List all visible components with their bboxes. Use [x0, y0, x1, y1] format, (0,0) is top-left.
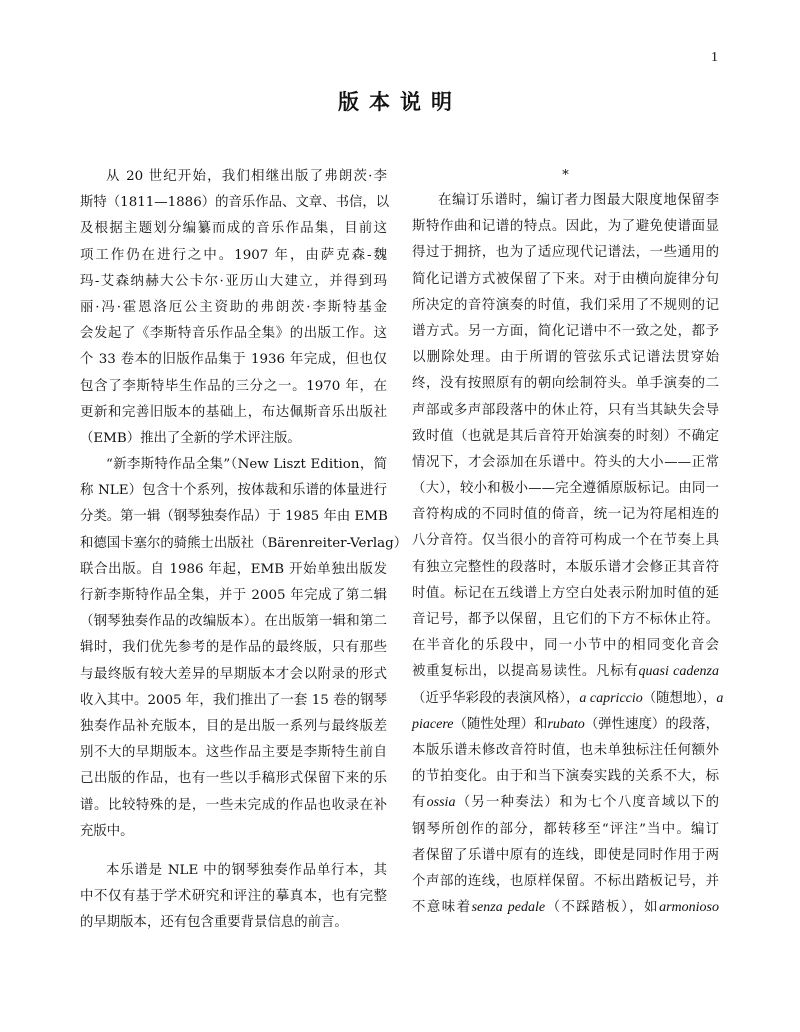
text-line: 的节拍变化。由于和当下演奏实践的关系不大，标 [412, 769, 719, 785]
text-line: 行新李斯特作品全集，并于 2005 年完成了第二辑 [80, 588, 387, 603]
right-column [412, 164, 724, 921]
text-line: 个声部的连线，也原样保留。不标出踏板记号，并 [412, 873, 719, 889]
section-separator: * [562, 168, 569, 183]
text-line: 包含了李斯特毕生作品的三分之一。1970 年，在 [80, 378, 387, 394]
text-fragment: （弹性速度）的段落， [584, 716, 720, 732]
text-line: 在半音化的乐段中，同一小节中的相同变化音会 [412, 638, 719, 654]
text-line: 谱方式。另一方面，简化记谱中不一致之处，都予 [412, 323, 719, 339]
text-line [412, 790, 719, 816]
text-line: 音符构成的不同时值的倚音，统一记为符尾相连的 [412, 507, 719, 523]
text-line: 声部或多声部段落中的休止符，只有当其缺失会导 [412, 402, 719, 418]
text-line: 分类。第一辑（钢琴独奏作品）于 1985 年由 EMB [80, 509, 388, 525]
italic-term: quasi cadenza [638, 664, 719, 680]
italic-term: rubato [547, 716, 585, 732]
italic-term: a [716, 690, 724, 706]
text-line: 情况下，才会添加在乐谱中。符头的大小——正常 [412, 454, 719, 470]
text-line: 己出版的作品，也有一些以手稿形式保留下来的乐 [80, 771, 387, 787]
page-title: 版本说明 [338, 89, 462, 114]
text-line: 八分音符。仅当很小的音符可构成一个在节奏上具 [412, 533, 719, 549]
text-line: 项工作仍在进行之中。1907 年，由萨克森-魏 [80, 247, 387, 263]
text-line [412, 895, 719, 921]
text-line: 钢琴所创作的部分，都转移至“评注”当中。编订 [412, 821, 719, 837]
text-fragment: （随性处理）和 [453, 716, 548, 732]
text-fragment: 被重复标出，以提高易读性。凡标有 [412, 664, 639, 680]
italic-term: armonioso [659, 900, 719, 916]
text-line: （大），较小和极小——完全遵循原版标记。由同一 [412, 481, 719, 497]
text-line: 收入其中。2005 年，我们推出了一套 15 卷的钢琴 [80, 692, 387, 708]
italic-term: piacere [412, 716, 454, 732]
text-line: 联合出版。自 1986 年起，EMB 开始单独出版发 [80, 561, 387, 577]
text-line: （EMB）推出了全新的学术评注版。 [80, 430, 301, 446]
text-line: 丽·冯·霍恩洛厄公主资助的弗朗茨·李斯特基金 [80, 299, 387, 315]
text-line: 以删除处理。由于所谓的管弦乐式记谱法贯穿始 [412, 350, 719, 366]
text-line: 会发起了《李斯特音乐作品全集》的出版工作。这 [80, 326, 387, 342]
text-line: 和德国卡塞尔的骑熊士出版社（Bärenreiter-Verlag） [80, 535, 408, 551]
text-line: 致时值（也就是其后音符开始演奏的时刻）不确定 [412, 428, 719, 444]
text-line [412, 686, 724, 712]
text-line: 所决定的音符演奏的时值，我们采用了不规则的记 [412, 297, 719, 313]
text-line: 别不大的早期版本。这些作品主要是李斯特生前自 [80, 745, 387, 761]
text-line: 辑时，我们优先参考的是作品的最终版，只有那些 [80, 640, 387, 656]
text-line: 更新和完善旧版本的基础上，布达佩斯音乐出版社 [80, 404, 387, 420]
text-line: 谱。比较特殊的是，一些未完成的作品也收录在补 [80, 797, 387, 813]
text-line: 斯特（1811—1886）的音乐作品、文章、书信，以 [80, 195, 390, 211]
text-line: 在编订乐谱时，编订者力图最大限度地保留李 [438, 193, 719, 208]
text-line: 本版乐谱未修改音符时值，也未单独标注任何额外 [412, 742, 719, 758]
italic-term: senza pedale [471, 900, 546, 916]
text-line [412, 659, 719, 685]
text-line: 及根据主题划分编纂而成的音乐作品集，目前这 [80, 221, 387, 237]
left-column [80, 164, 408, 936]
text-fragment: （不踩踏板），如 [545, 900, 660, 916]
text-line: 终，没有按照原有的朝向绘制符头。单手演奏的二 [412, 376, 719, 392]
text-line: 玛-艾森纳赫大公卡尔·亚历山大建立，并得到玛 [80, 273, 387, 289]
text-line: （钢琴独奏作品的改编版本）。在出版第一辑和第二 [80, 614, 387, 630]
text-fragment: （另一种奏法）和为七个八度音域以下的 [455, 795, 720, 811]
text-line: 斯特作曲和记谱的特点。因此，为了避免使谱面显 [412, 219, 719, 235]
text-line: 称 NLE）包含十个系列，按体裁和乐谱的体量进行 [80, 483, 387, 499]
page-number: 1 [711, 50, 718, 65]
text-line: 个 33 卷本的旧版作品集于 1936 年完成，但也仅 [80, 352, 387, 368]
text-line: 时值。标记在五线谱上方空白处表示附加时值的延 [412, 585, 719, 601]
italic-term: ossia [426, 795, 456, 811]
text-line: 充版中。 [80, 823, 134, 839]
text-line: 得过于拥挤，也为了适应现代记谱法，一些通用的 [412, 245, 719, 261]
text-line: 独奏作品补充版本，目的是出版一系列与最终版差 [80, 718, 387, 734]
text-line: 本乐谱是 NLE 中的钢琴独奏作品单行本，其 [106, 862, 387, 878]
text-line: 的早期版本，还有包含重要背景信息的前言。 [80, 915, 348, 931]
text-line: 中不仅有基于学术研究和评注的摹真本，也有完整 [80, 889, 387, 905]
text-fragment: （近乎华彩段的表演风格）， [412, 690, 580, 706]
text-line: 者保留了乐谱中原有的连线，即使是同时作用于两 [412, 847, 719, 863]
text-line: 简化记谱方式被保留了下来。对于由横向旋律分句 [412, 271, 719, 287]
text-line: 音记号，都予以保留，且它们的下方不标休止符。 [412, 612, 719, 627]
text-line: “新李斯特作品全集”（New Liszt Edition，简 [106, 457, 387, 473]
text-line: 有独立完整性的段落时，本版乐谱才会修正其音符 [412, 559, 719, 575]
text-fragment: 有 [412, 795, 427, 811]
text-line: 与最终版有较大差异的早期版本才会以附录的形式 [80, 666, 387, 682]
text-fragment: 不意味着 [412, 900, 472, 916]
text-fragment: （随想地）， [642, 690, 717, 706]
italic-term: a capriccio [579, 690, 643, 706]
text-line [412, 712, 719, 738]
text-line: 从 20 世纪开始，我们相继出版了弗朗茨·李 [106, 169, 387, 184]
